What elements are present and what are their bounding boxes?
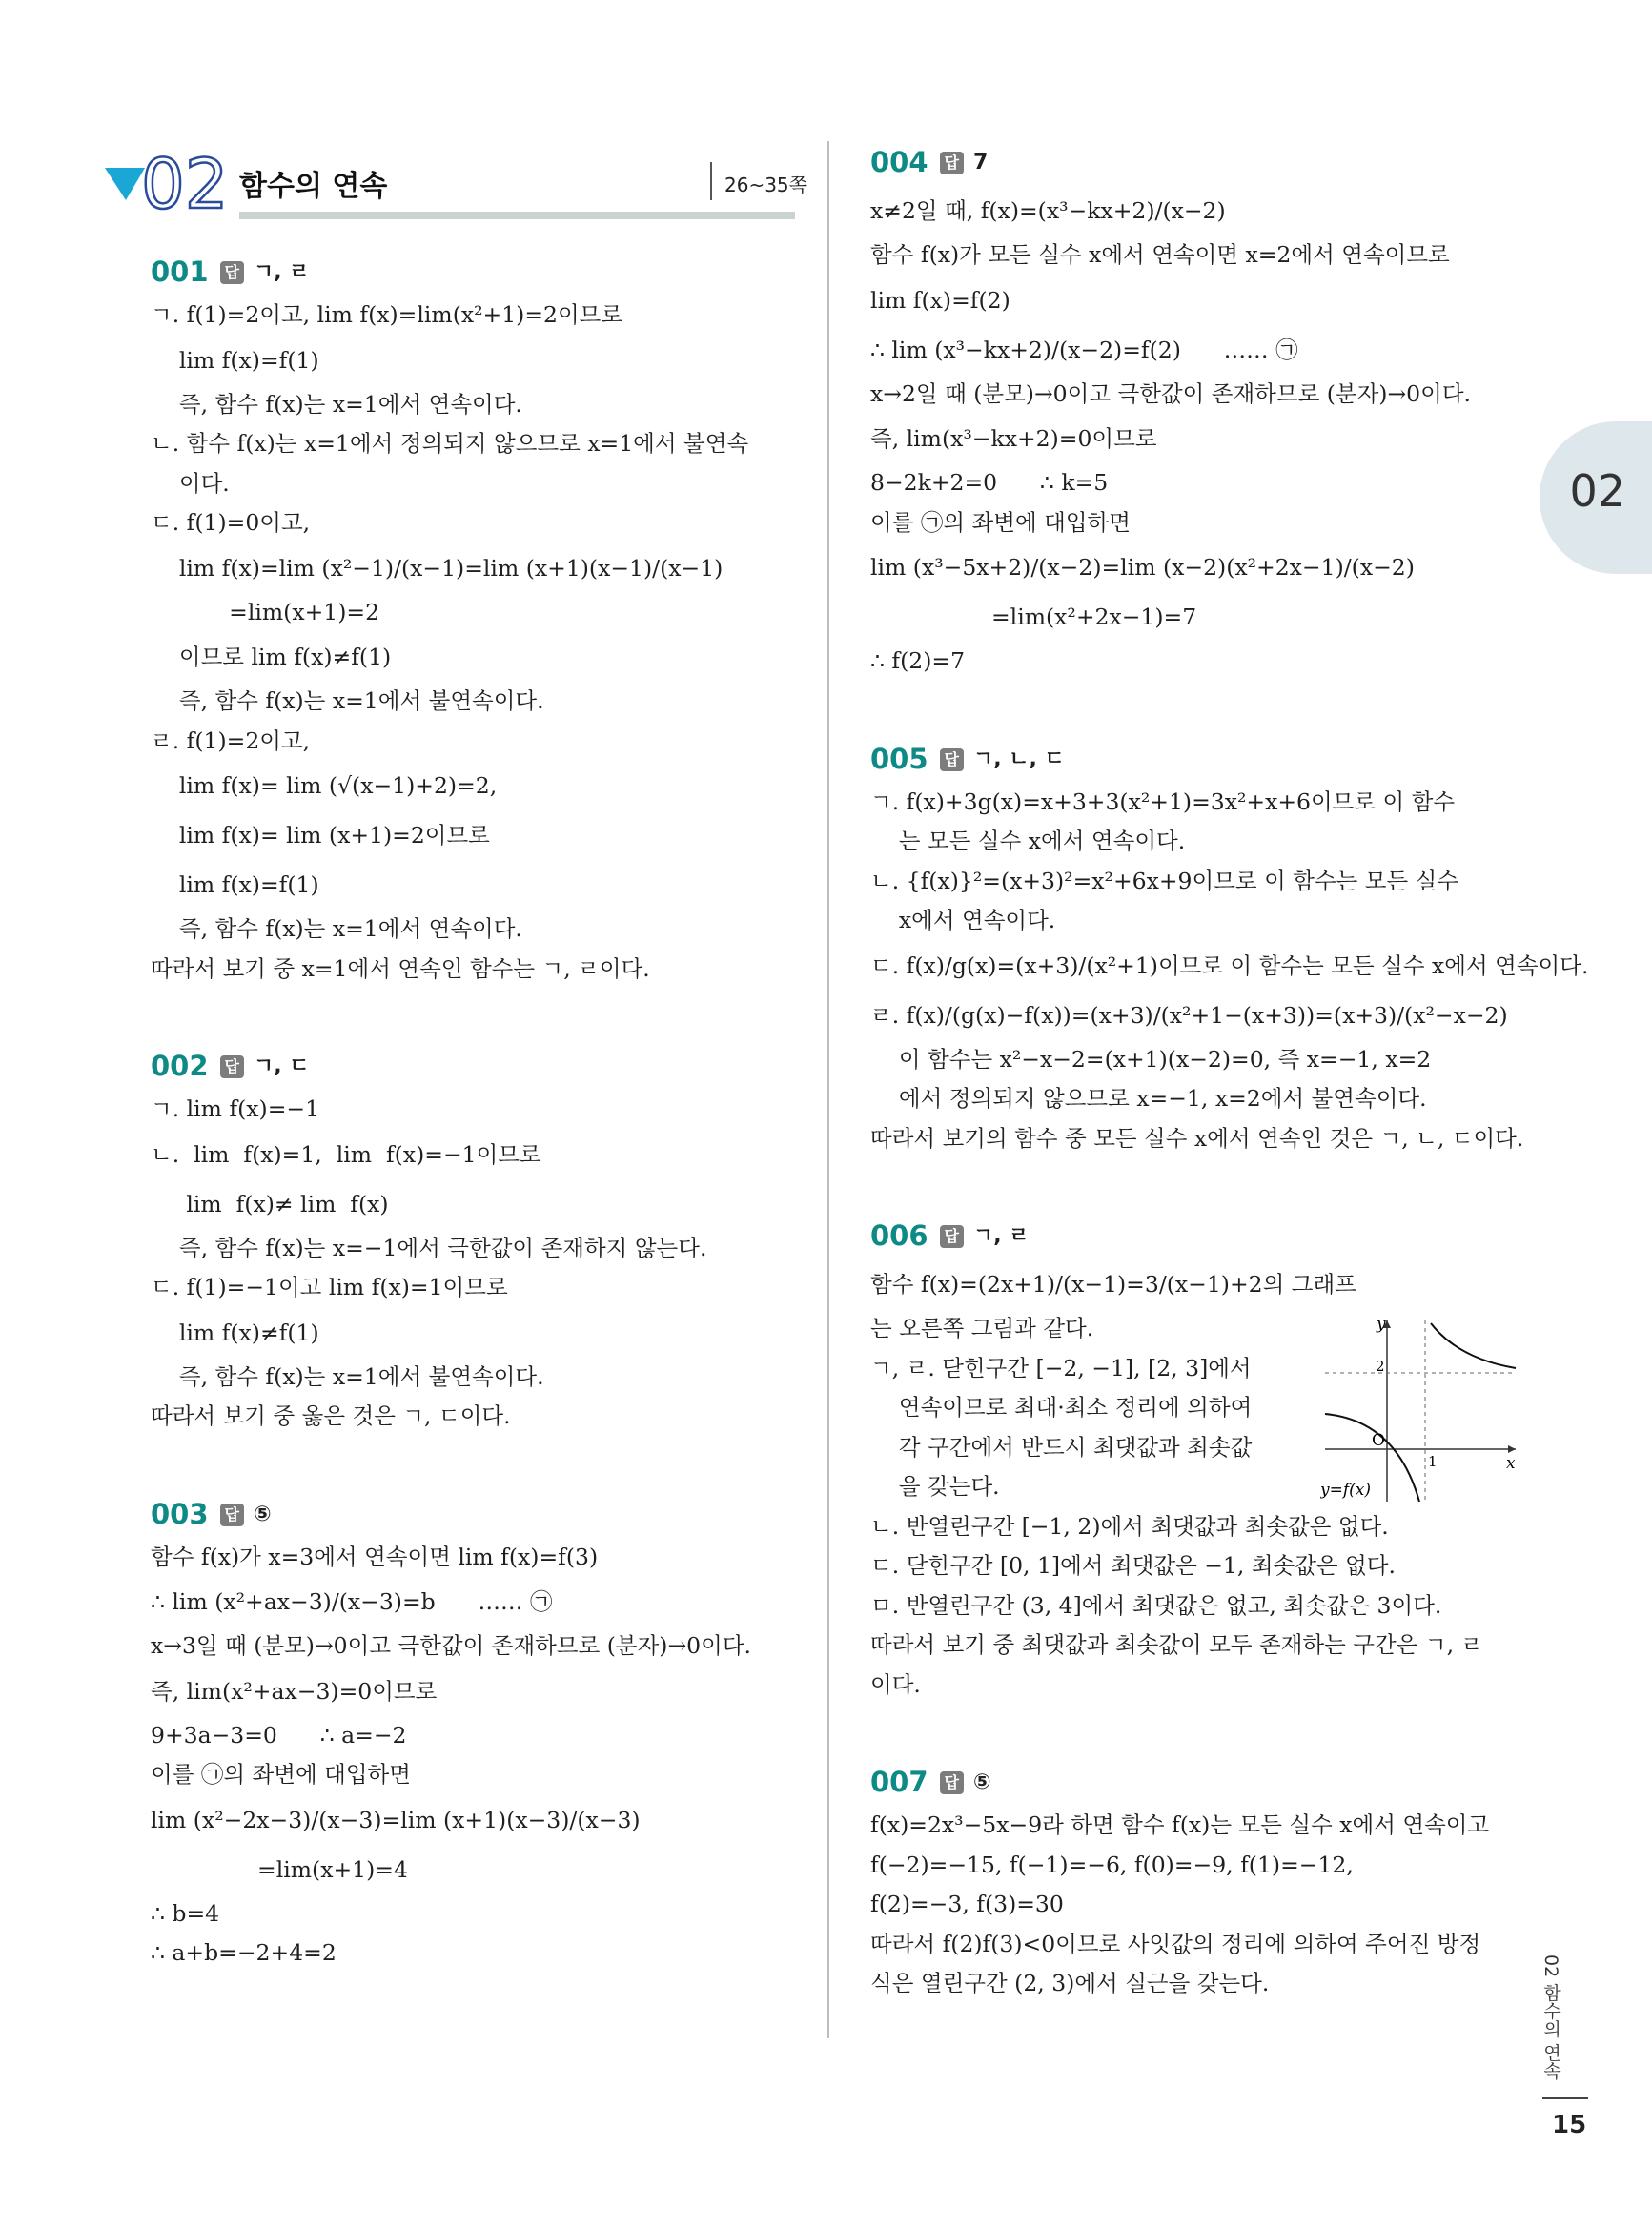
solution-line: 연속이므로 최대·최소 정리에 의하여 <box>870 1394 1253 1421</box>
solution-line: lim f(x)≠ lim f(x) <box>151 1190 389 1217</box>
solution-line: ㄷ. 닫힌구간 [0, 1]에서 최댓값은 −1, 최솟값은 없다. <box>870 1552 1396 1579</box>
solution-line: 는 모든 실수 x에서 연속이다. <box>870 828 1186 854</box>
problem-answer: ⑤ <box>973 1770 991 1795</box>
right-column <box>870 140 1589 2004</box>
solution-line: ㄴ. lim f(x)=1, lim f(x)=−1이므로 <box>151 1140 541 1168</box>
solution-line: 따라서 f(2)f(3)<0이므로 사잇값의 정리에 의하여 주어진 방정 <box>870 1930 1481 1957</box>
solution-line: 에서 정의되지 않으므로 x=−1, x=2에서 불연속이다. <box>870 1085 1427 1112</box>
function-graph <box>1320 1316 1520 1506</box>
column-divider <box>827 141 829 2038</box>
problem-number: 002 <box>151 1050 209 1083</box>
solution-line: lim f(x)= lim (√(x−1)+2)=2, <box>151 772 498 799</box>
solution-line: 즉, lim(x³−kx+2)=0이므로 <box>870 425 1157 452</box>
problem-002 <box>151 1044 799 1437</box>
solution-line: 즉, 함수 f(x)는 x=1에서 연속이다. <box>151 390 522 418</box>
problem-answer: ㄱ, ㄹ <box>973 1224 1030 1249</box>
solution-line: lim f(x)=f(1) <box>151 871 319 898</box>
solution-line: 함수 f(x)=(2x+1)/(x−1)=3/(x−1)+2의 그래프 <box>870 1271 1356 1298</box>
solution-line: 이를 ㉠의 좌변에 대입하면 <box>870 508 1131 536</box>
problem-number: 005 <box>870 742 928 775</box>
x-tick-label: 1 <box>1428 1453 1438 1470</box>
solution-line: =lim(x+1)=4 <box>151 1855 408 1883</box>
solution-line: 이므로 lim f(x)≠f(1) <box>151 644 392 670</box>
solution-line: 이다. <box>151 469 230 497</box>
problem-number: 004 <box>870 146 928 179</box>
solution-line: ㄷ. f(1)=0이고, <box>151 509 311 536</box>
solution-line: f(x)=2x³−5x−9라 하면 함수 f(x)는 모든 실수 x에서 연속이고 <box>870 1811 1490 1838</box>
solution-line: 즉, 함수 f(x)는 x=1에서 연속이다. <box>151 915 522 942</box>
range-divider <box>710 162 712 200</box>
answer-badge: 답 <box>940 748 964 771</box>
curve-label: y=f(x) <box>1320 1481 1371 1500</box>
solution-line: ㄹ. f(1)=2이고, <box>151 726 311 754</box>
solution-line: f(2)=−3, f(3)=30 <box>870 1891 1064 1917</box>
page-number-rule <box>1542 2097 1588 2099</box>
solution-line: 이다. <box>870 1670 921 1698</box>
solution-line: 즉, lim(x²+ax−3)=0이므로 <box>151 1677 438 1705</box>
problem-number: 006 <box>870 1219 928 1253</box>
y-axis-label: y <box>1377 1316 1386 1334</box>
solution-line: lim f(x)=f(1) <box>151 346 319 374</box>
solution-line: 각 구간에서 반드시 최댓값과 최솟값 <box>870 1433 1253 1461</box>
solution-line: ㄷ. f(x)/g(x)=(x+3)/(x²+1)이므로 이 함수는 모든 실수 x에서 연속이다. <box>870 951 1589 979</box>
solution-line: x≠2일 때, f(x)=(x³−kx+2)/(x−2) <box>870 197 1226 224</box>
answer-badge: 답 <box>220 1055 244 1078</box>
answer-badge: 답 <box>220 1504 244 1526</box>
solution-line: 이를 ㉠의 좌변에 대입하면 <box>151 1761 411 1788</box>
solution-line: 따라서 보기 중 x=1에서 연속인 함수는 ㄱ, ㄹ이다. <box>151 954 650 982</box>
problem-005 <box>870 737 1589 1159</box>
page-number: 15 <box>1552 2111 1587 2139</box>
problem-answer: ⑤ <box>254 1502 272 1526</box>
solution-line: 을 갖는다. <box>870 1473 1000 1500</box>
solution-line: ㅁ. 반열린구간 (3, 4]에서 최댓값은 없고, 최솟값은 3이다. <box>870 1591 1442 1619</box>
solution-line: f(−2)=−15, f(−1)=−6, f(0)=−9, f(1)=−12, <box>870 1851 1354 1878</box>
solution-line: 즉, 함수 f(x)는 x=1에서 불연속이다. <box>151 687 544 714</box>
solution-line: x→3일 때 (분모)→0이고 극한값이 존재하므로 (분자)→0이다. <box>151 1632 751 1659</box>
answer-badge: 답 <box>940 152 964 174</box>
solution-line: ㄴ. 함수 f(x)는 x=1에서 정의되지 않으므로 x=1에서 불연속 <box>151 430 749 457</box>
problem-answer: ㄱ, ㄹ <box>254 260 310 285</box>
problem-007 <box>870 1760 1519 2004</box>
solution-line: 식은 열린구간 (2, 3)에서 실근을 갖는다. <box>870 1970 1270 1996</box>
y-tick-label: 2 <box>1376 1358 1385 1375</box>
problem-number: 007 <box>870 1766 928 1799</box>
solution-line: ∴ f(2)=7 <box>870 647 966 674</box>
left-column <box>151 250 799 1974</box>
solution-line: ∴ lim (x³−kx+2)/(x−2)=f(2) …… ㉠ <box>870 336 1298 363</box>
solution-line: 즉, 함수 f(x)는 x=1에서 불연속이다. <box>151 1362 544 1390</box>
solution-line: ㄷ. f(1)=−1이고 lim f(x)=1이므로 <box>151 1274 508 1300</box>
solution-line: x→2일 때 (분모)→0이고 극한값이 존재하므로 (분자)→0이다. <box>870 379 1471 407</box>
solution-line: 따라서 보기 중 옳은 것은 ㄱ, ㄷ이다. <box>151 1402 511 1429</box>
solution-line: ㄹ. f(x)/(g(x)−f(x))=(x+3)/(x²+1−(x+3))=(x+3)/(x²−x−2) <box>870 1001 1508 1029</box>
problem-003 <box>151 1492 799 1974</box>
origin-label: O <box>1372 1431 1385 1450</box>
problem-004 <box>870 140 1519 682</box>
solution-line: ∴ a+b=−2+4=2 <box>151 1939 337 1966</box>
solution-line: ㄱ, ㄹ. 닫힌구간 [−2, −1], [2, 3]에서 <box>870 1354 1252 1381</box>
solution-line: 함수 f(x)가 모든 실수 x에서 연속이면 x=2에서 연속이므로 <box>870 241 1450 268</box>
solution-line: 따라서 보기 중 최댓값과 최솟값이 모두 존재하는 구간은 ㄱ, ㄹ <box>870 1631 1483 1658</box>
side-tab-number: 02 <box>1569 465 1625 517</box>
solution-line: lim f(x)= lim (x+1)=2이므로 <box>151 822 490 849</box>
x-axis-label: x <box>1506 1454 1516 1473</box>
solution-line: ㄱ. lim f(x)=−1 <box>151 1095 320 1122</box>
problem-answer: ㄱ, ㄴ, ㄷ <box>973 747 1065 771</box>
solution-line: =lim(x²+2x−1)=7 <box>870 604 1197 630</box>
side-chapter-label: 02 함수의 연속 <box>1540 1954 1561 2080</box>
solution-line: 함수 f(x)가 x=3에서 연속이면 lim f(x)=f(3) <box>151 1543 599 1570</box>
answer-badge: 답 <box>220 261 244 284</box>
solution-line: ㄴ. 반열린구간 [−1, 2)에서 최댓값과 최솟값은 없다. <box>870 1512 1389 1540</box>
solution-line: lim f(x)=lim (x²−1)/(x−1)=lim (x+1)(x−1)/(x−1) <box>151 554 724 582</box>
solution-line: lim f(x)=f(2) <box>870 286 1010 314</box>
problem-number: 001 <box>151 256 209 289</box>
solution-line: lim (x²−2x−3)/(x−3)=lim (x+1)(x−3)/(x−3) <box>151 1806 641 1833</box>
solution-line: 이 함수는 x²−x−2=(x+1)(x−2)=0, 즉 x=−1, x=2 <box>870 1045 1432 1073</box>
solution-line: 즉, 함수 f(x)는 x=−1에서 극한값이 존재하지 않는다. <box>151 1234 707 1261</box>
problem-answer: 7 <box>973 151 989 175</box>
solution-line: lim (x³−5x+2)/(x−2)=lim (x−2)(x²+2x−1)/(x−2) <box>870 554 1415 581</box>
problem-answer: ㄱ, ㄷ <box>254 1054 310 1079</box>
solution-line: ㄱ. f(1)=2이고, lim f(x)=lim(x²+1)=2이므로 <box>151 301 623 328</box>
problem-001 <box>151 250 799 989</box>
answer-badge: 답 <box>940 1225 964 1248</box>
curve-right-branch <box>1431 1323 1516 1368</box>
triangle-icon <box>105 168 145 200</box>
solution-line: ㄱ. f(x)+3g(x)=x+3+3(x²+1)=3x²+x+6이므로 이 함수 <box>870 788 1456 815</box>
solution-line: =lim(x+1)=2 <box>151 598 380 625</box>
solution-line: 9+3a−3=0 ∴ a=−2 <box>151 1721 407 1749</box>
x-axis-arrow-icon <box>1508 1445 1516 1453</box>
chapter-logo <box>105 141 238 217</box>
problem-number: 003 <box>151 1497 209 1530</box>
page-range: 26~35쪽 <box>724 174 807 196</box>
header-rule <box>239 212 795 219</box>
chapter-number-outline: 02 <box>141 144 229 217</box>
chapter-title: 함수의 연속 <box>239 170 388 203</box>
solution-line: 는 오른쪽 그림과 같다. <box>870 1315 1094 1341</box>
solution-line: 따라서 보기의 함수 중 모든 실수 x에서 연속인 것은 ㄱ, ㄴ, ㄷ이다. <box>870 1124 1524 1152</box>
solution-line: ∴ lim (x²+ax−3)/(x−3)=b …… ㉠ <box>151 1588 553 1615</box>
solution-line: ∴ b=4 <box>151 1899 220 1927</box>
solution-line: 8−2k+2=0 ∴ k=5 <box>870 469 1109 496</box>
answer-badge: 답 <box>940 1771 964 1794</box>
solution-line: lim f(x)≠f(1) <box>151 1319 319 1346</box>
solution-line: ㄴ. {f(x)}²=(x+3)²=x²+6x+9이므로 이 함수는 모든 실수 <box>870 867 1459 894</box>
solution-line: x에서 연속이다. <box>870 907 1056 933</box>
